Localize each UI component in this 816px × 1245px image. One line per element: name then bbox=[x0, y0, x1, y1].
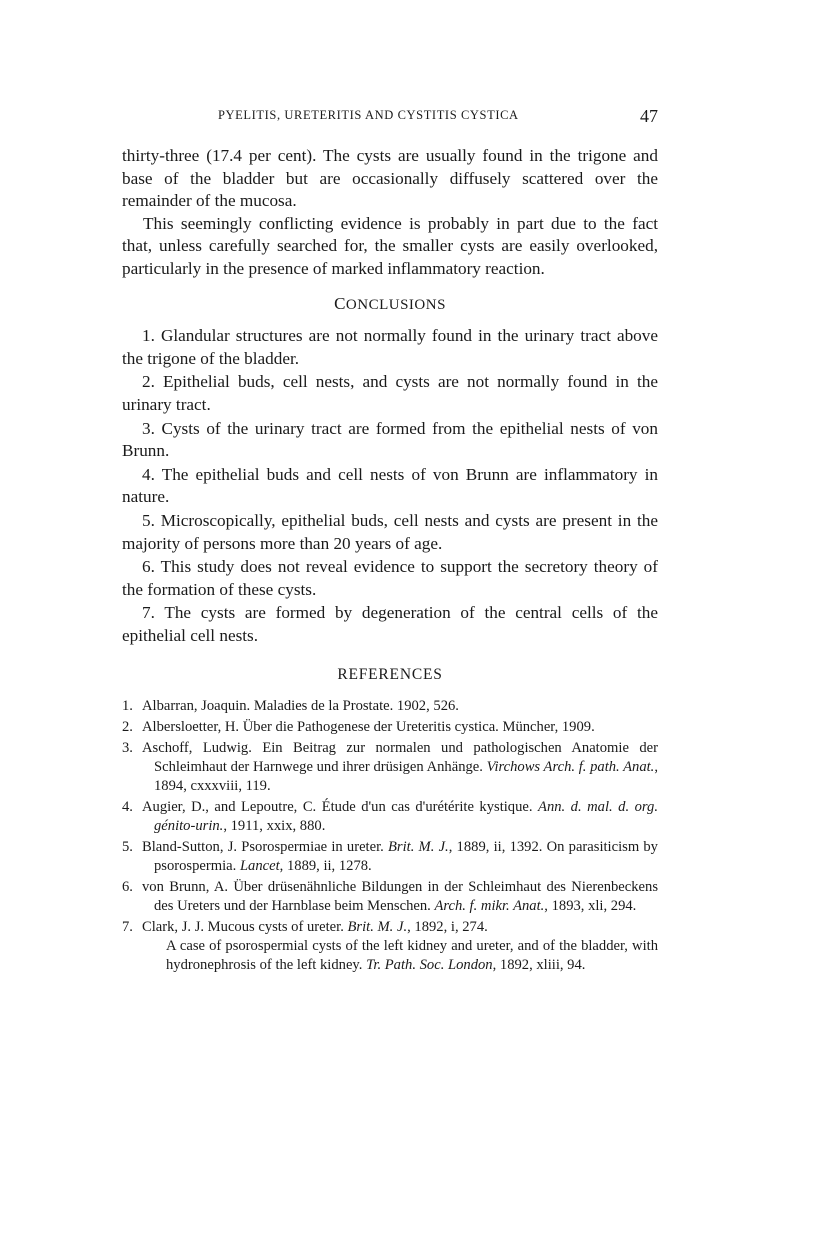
conclusions-heading-rest: ONCLUSIONS bbox=[345, 296, 446, 313]
reference-number: 2. bbox=[122, 719, 133, 736]
conclusion-item: 7. The cysts are formed by degeneration of the central cells of the epithelial cell nests. bbox=[122, 603, 658, 645]
reference-text: Bland-Sutton, J. Psorospermiae in ureter. bbox=[142, 839, 388, 856]
reference-citation: , 1889, ii, 1392. On parasiticism by psorospermia. bbox=[154, 839, 658, 875]
running-head bbox=[122, 108, 658, 130]
reference-item bbox=[122, 798, 658, 836]
reference-text: Albarran, Joaquin. Maladies de la Prostate. 1902, 526. bbox=[142, 698, 459, 715]
reference-journal: Virchows Arch. f. path. Anat. bbox=[486, 759, 655, 776]
reference-citation: , 1894, cxxxviii, 119. bbox=[154, 759, 658, 795]
reference-item bbox=[122, 697, 658, 716]
reference-journal: Brit. M. J. bbox=[388, 839, 449, 856]
reference-text: von Brunn, A. Über drüsenähnliche Bildungen in der Schleimhaut des Nierenbeckens des Ureters und der Harnblase beim Menschen. bbox=[142, 879, 658, 915]
reference-citation: , 1892, xliii, 94. bbox=[492, 957, 586, 974]
reference-list bbox=[122, 697, 658, 975]
reference-text: Augier, D., and Lepoutre, C. Étude d'un cas d'urétérite kystique. bbox=[142, 799, 539, 816]
conclusion-item: 5. Microscopically, epithelial buds, cell nests and cysts are present in the majority of persons more than 20 years of age. bbox=[122, 510, 658, 553]
running-title: PYELITIS, URETERITIS AND CYSTITIS CYSTICA bbox=[218, 108, 519, 122]
reference-citation: , 1892, i, 274. bbox=[407, 919, 488, 936]
body-text bbox=[122, 145, 658, 977]
reference-number: 5. bbox=[122, 839, 133, 856]
reference-journal: Ann. d. mal. d. org. génito-urin. bbox=[154, 799, 658, 835]
reference-text: Aschoff, Ludwig. Ein Beitrag zur normalen und pathologischen Anatomie der Schleimhaut der Harnwege und ihrer drüsigen Anhänge. bbox=[142, 740, 658, 776]
reference-citation: , 1889, ii, 1278. bbox=[279, 858, 372, 875]
reference-journal: Arch. f. mikr. Anat. bbox=[434, 898, 545, 915]
reference-number: 3. bbox=[122, 740, 133, 757]
reference-number: 4. bbox=[122, 799, 133, 816]
reference-item bbox=[122, 739, 658, 796]
reference-text: A case of psorospermial cysts of the left kidney and ureter, and of the bladder, with hydronephrosis of the left kidney. bbox=[166, 938, 658, 974]
reference-item bbox=[122, 878, 658, 916]
conclusion-item: 4. The epithelial buds and cell nests of von Brunn are inflammatory in nature. bbox=[122, 464, 658, 507]
reference-number: 6. bbox=[122, 879, 133, 896]
paragraph: thirty-three (17.4 per cent). The cysts are usually found in the trigone and base of the bladder but are occasionally diffusely scattered over the remainder of the mucosa. bbox=[122, 146, 658, 211]
reference-item bbox=[122, 918, 658, 975]
conclusions-heading-initial: C bbox=[334, 293, 346, 313]
reference-journal: Brit. M. J. bbox=[347, 919, 408, 936]
conclusion-item: 3. Cysts of the urinary tract are formed from the epithelial nests of von Brunn. bbox=[122, 418, 658, 461]
reference-journal: Lancet bbox=[239, 858, 280, 875]
reference-number: 7. bbox=[122, 919, 133, 936]
conclusion-item: 1. Glandular structures are not normally found in the urinary tract above the trigone of the bladder. bbox=[122, 326, 658, 368]
reference-line bbox=[142, 918, 658, 937]
conclusion-item: 2. Epithelial buds, cell nests, and cysts are not normally found in the urinary tract. bbox=[122, 372, 658, 414]
conclusions-heading bbox=[122, 293, 658, 317]
reference-item bbox=[122, 718, 658, 737]
page-number: 47 bbox=[640, 106, 658, 126]
reference-text: Clark, J. J. Mucous cysts of ureter. bbox=[142, 919, 348, 936]
conclusion-item: 6. This study does not reveal evidence to support the secretory theory of the formation of these cysts. bbox=[122, 557, 658, 599]
reference-item bbox=[122, 838, 658, 876]
paragraph: This seemingly conflicting evidence is probably in part due to the fact that, unless carefully searched for, the smaller cysts are easily overlooked, particularly in the presence of marked inflammatory reaction. bbox=[122, 213, 658, 278]
reference-number: 1. bbox=[122, 698, 133, 715]
reference-journal: Tr. Path. Soc. London bbox=[366, 957, 493, 974]
reference-citation: , 1893, xli, 294. bbox=[544, 898, 637, 915]
reference-text: Albersloetter, H. Über die Pathogenese der Ureteritis cystica. Müncher, 1909. bbox=[142, 719, 595, 736]
reference-continuation bbox=[154, 937, 658, 975]
reference-citation: , 1911, xxix, 880. bbox=[223, 818, 326, 835]
references-heading: REFERENCES bbox=[337, 666, 443, 684]
